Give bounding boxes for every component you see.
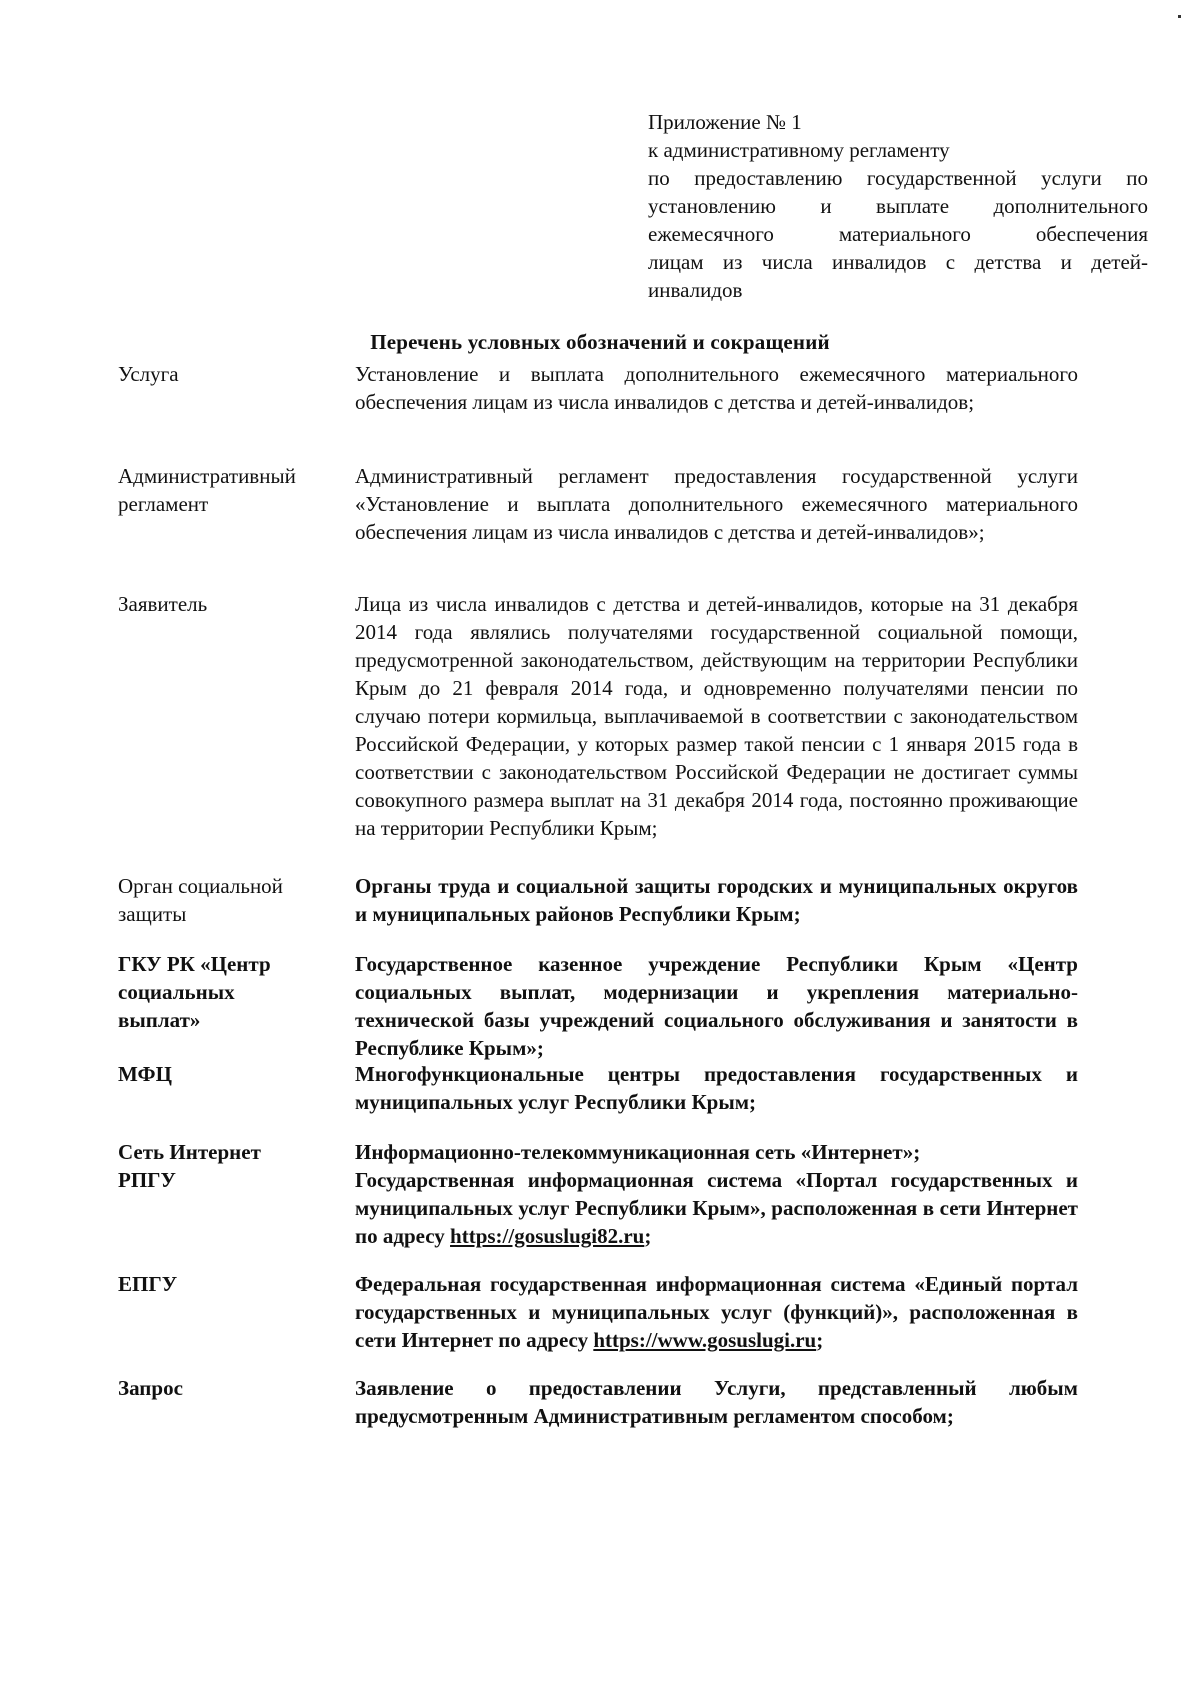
appendix-line: к административному регламенту <box>648 138 950 162</box>
appendix-line: лицам из числа инвалидов с детства и детей- <box>648 250 1148 274</box>
entry-term: Орган социальной защиты <box>118 874 283 926</box>
appendix-header <box>648 108 1148 304</box>
entry-definition: Административный регламент предоставления государственной услуги «Установление и выплата дополнительного ежемесячного материального обеспечения лицам из числа инвалидов с детства и детей-инвалидов»; <box>355 464 1078 544</box>
entry-term: Услуга <box>118 362 179 386</box>
appendix-line: установлению и выплате дополнительного <box>648 194 1148 218</box>
appendix-line: ежемесячного материального обеспечения <box>648 222 1148 246</box>
entry-term: Заявитель <box>118 592 208 616</box>
entry-term: МФЦ <box>118 1062 172 1086</box>
definition-tail: ; <box>644 1224 652 1248</box>
entry-term: Административный регламент <box>118 464 296 516</box>
entry-definition <box>355 1270 1078 1354</box>
entry-term: Сеть Интернет <box>118 1140 261 1164</box>
entry-definition: Заявление о предоставлении Услуги, представленный любым предусмотренным Административным регламентом способом; <box>355 1376 1078 1428</box>
appendix-line: по предоставлению государственной услуги по <box>648 166 1148 190</box>
entry-definition <box>355 1166 1078 1250</box>
scan-dot <box>1178 15 1181 18</box>
entry-definition: Многофункциональные центры предоставления государственных и муниципальных услуг Республики Крым; <box>355 1062 1078 1114</box>
entry-definition: Государственное казенное учреждение Республики Крым «Центр социальных выплат, модернизации и укрепления материально-технической базы учреждений социального обслуживания и занятости в Республике Крым»; <box>355 952 1078 1060</box>
entry-term: ЕПГУ <box>118 1272 178 1296</box>
definition-text: Государственная информационная система «Портал государственных и муниципальных услуг Республики Крым», расположенная в сети Интернет по адресу <box>355 1168 1078 1248</box>
entry-term: РПГУ <box>118 1168 176 1192</box>
entry-definition: Информационно-телекоммуникационная сеть «Интернет»; <box>355 1140 921 1164</box>
entry-definition: Органы труда и социальной защиты городских и муниципальных округов и муниципальных районов Республики Крым; <box>355 874 1078 926</box>
definition-tail: ; <box>816 1328 824 1352</box>
entry-term: Запрос <box>118 1376 183 1400</box>
entry-definition: Установление и выплата дополнительного ежемесячного материального обеспечения лицам из числа инвалидов с детства и детей-инвалидов; <box>355 362 1078 414</box>
entry-term: ГКУ РК «Центр социальных выплат» <box>118 952 271 1032</box>
appendix-line: инвалидов <box>648 278 743 302</box>
epgu-link[interactable]: https://www.gosuslugi.ru <box>593 1328 817 1352</box>
page-title: Перечень условных обозначений и сокращений <box>370 330 830 354</box>
definition-text: Федеральная государственная информационная система «Единый портал государственных и муниципальных услуг (функций)», расположенная в сети Интернет по адресу <box>355 1272 1078 1352</box>
entry-definition: Лица из числа инвалидов с детства и детей-инвалидов, которые на 31 декабря 2014 года являлись получателями государственной социальной помощи, предусмотренной законодательством, действующим на территории Республики Крым до 21 февраля 2014 года, и одновременно получателями пенсии по случаю потери кормильца, выплачиваемой в соответствии с законодательством Российской Федерации, у которых размер такой пенсии с 1 января 2015 года в соответствии с законодательством Российской Федерации не достигает суммы совокупного размера выплат на 31 декабря 2014 года, постоянно проживающие на территории Республики Крым; <box>355 592 1078 840</box>
rpgu-link[interactable]: https://gosuslugi82.ru <box>450 1224 645 1248</box>
appendix-line: Приложение № 1 <box>648 110 802 134</box>
